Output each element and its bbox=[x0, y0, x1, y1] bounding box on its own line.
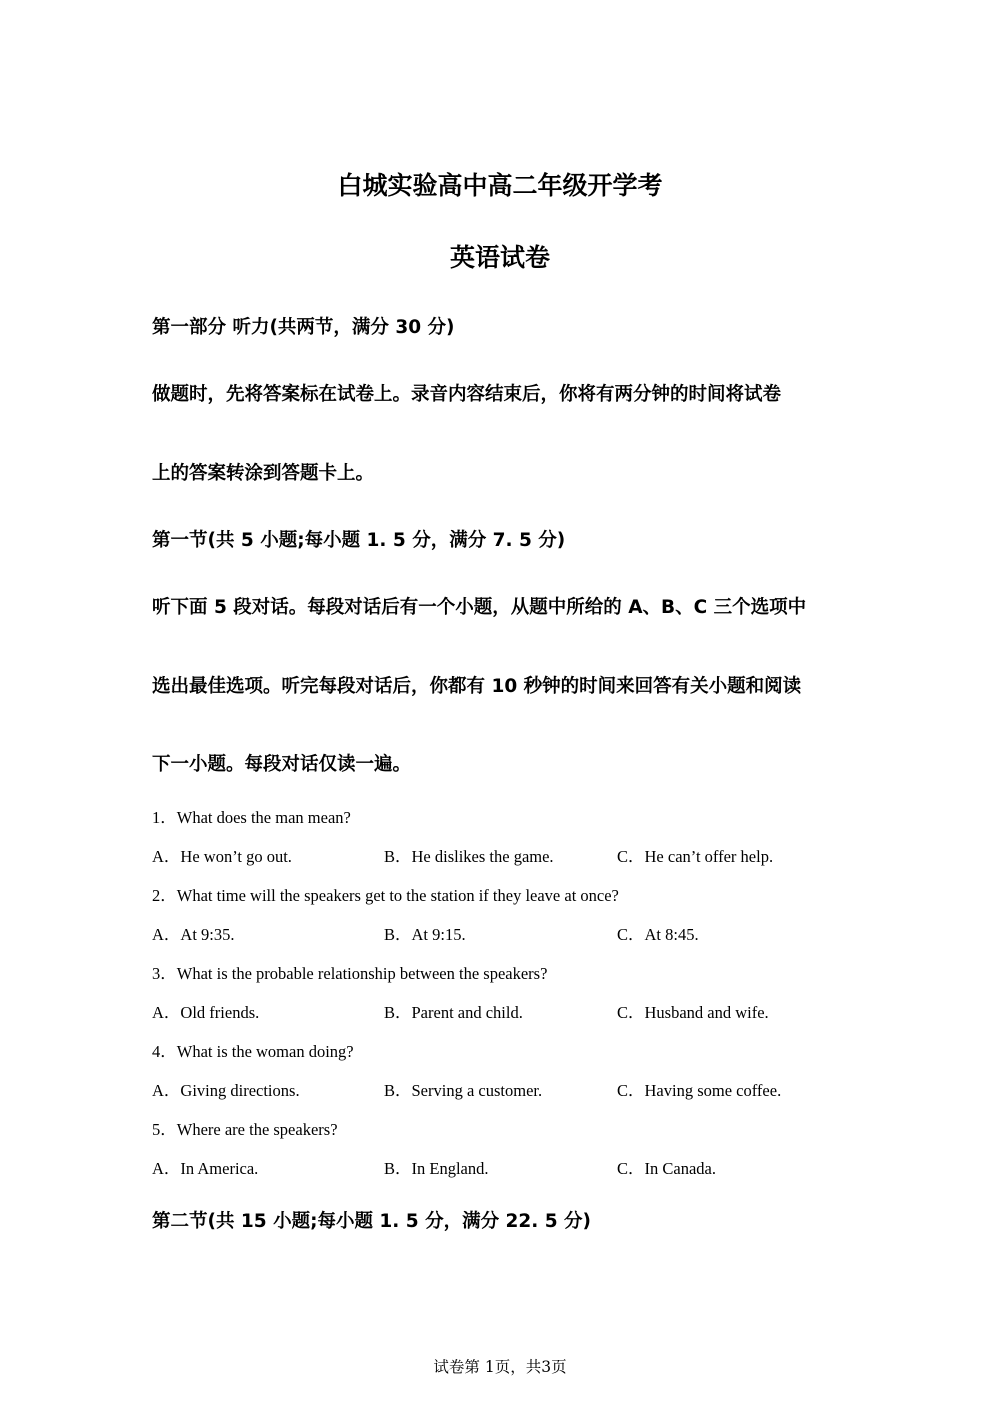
option-c: C．At 8:45. bbox=[617, 925, 699, 944]
section1-instruction-line: 下一小题。每段对话仅读一遍。 bbox=[152, 754, 412, 775]
question-stem: 3．What is the probable relationship between the speakers? bbox=[152, 964, 548, 983]
option-c: C．He can’t offer help. bbox=[617, 847, 774, 866]
question-options bbox=[152, 846, 872, 868]
section2-heading: 第二节(共 15 小题;每小题 1. 5 分，满分 22. 5 分) bbox=[152, 1211, 591, 1232]
question-stem: 2．What time will the speakers get to the station if they leave at once? bbox=[152, 886, 619, 905]
option-a: A．At 9:35. bbox=[152, 925, 235, 944]
part1-instruction-line: 做题时，先将答案标在试卷上。录音内容结束后，你将有两分钟的时间将试卷 bbox=[152, 384, 782, 405]
question-options bbox=[152, 924, 872, 946]
option-a: A．Old friends. bbox=[152, 1003, 260, 1022]
exam-subject: 英语试卷 bbox=[449, 243, 550, 272]
question-options bbox=[152, 1002, 872, 1024]
question-stem: 1．What does the man mean? bbox=[152, 808, 351, 827]
option-b: B．In England. bbox=[384, 1159, 489, 1178]
section1-instruction-line: 听下面 5 段对话。每段对话后有一个小题，从题中所给的 A、B、C 三个选项中 bbox=[152, 597, 807, 618]
exam-title: 白城实验高中高二年级开学考 bbox=[337, 171, 663, 200]
option-a: A．In America. bbox=[152, 1159, 259, 1178]
page-footer: 试卷第 1页，共3页 bbox=[433, 1358, 567, 1376]
question-options bbox=[152, 1158, 872, 1180]
option-b: B．Parent and child. bbox=[384, 1003, 523, 1022]
question-stem: 5．Where are the speakers? bbox=[152, 1120, 338, 1139]
option-c: C．Husband and wife. bbox=[617, 1003, 769, 1022]
question-options bbox=[152, 1080, 872, 1102]
option-b: B．He dislikes the game. bbox=[384, 847, 554, 866]
option-c: C．Having some coffee. bbox=[617, 1081, 782, 1100]
part1-heading: 第一部分 听力(共两节，满分 30 分) bbox=[152, 317, 455, 338]
option-b: B．At 9:15. bbox=[384, 925, 466, 944]
part1-instruction-line: 上的答案转涂到答题卡上。 bbox=[152, 463, 375, 484]
option-a: A．Giving directions. bbox=[152, 1081, 300, 1100]
question-stem: 4．What is the woman doing? bbox=[152, 1042, 354, 1061]
option-b: B．Serving a customer. bbox=[384, 1081, 543, 1100]
option-a: A．He won’t go out. bbox=[152, 847, 292, 866]
section1-instruction-line: 选出最佳选项。听完每段对话后，你都有 10 秒钟的时间来回答有关小题和阅读 bbox=[152, 676, 802, 697]
option-c: C．In Canada. bbox=[617, 1159, 716, 1178]
section1-heading: 第一节(共 5 小题;每小题 1. 5 分，满分 7. 5 分) bbox=[152, 530, 566, 551]
